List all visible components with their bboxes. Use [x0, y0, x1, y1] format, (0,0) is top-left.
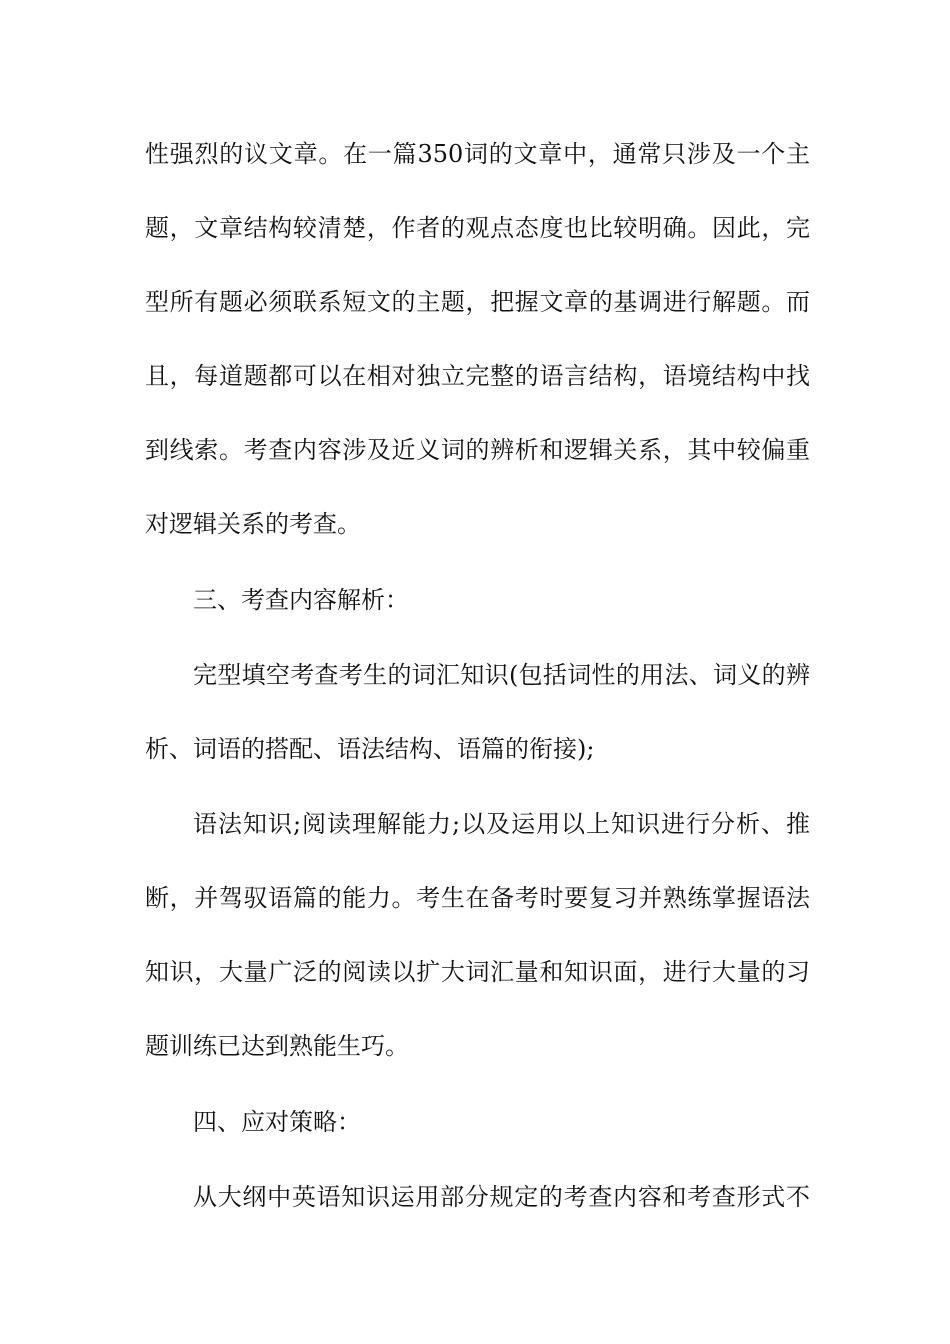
text-line-6: 对逻辑关系的考查。: [145, 510, 361, 538]
text-line-8: 完型填空考查考生的词汇知识(包括词性的用法、词义的辨: [193, 661, 810, 689]
section-heading-4: 四、应对策略：: [193, 1108, 361, 1136]
text-line-9: 析、词语的搭配、语法结构、语篇的衔接);: [145, 735, 595, 763]
text-line-2: 题，文章结构较清楚，作者的观点态度也比较明确。因此，完: [145, 214, 810, 242]
section-heading-3: 三、考查内容解析：: [193, 586, 409, 614]
text-line-10: 语法知识;阅读理解能力;以及运用以上知识进行分析、推: [193, 810, 810, 838]
text-line-13: 题训练已达到熟能生巧。: [145, 1032, 409, 1060]
text-line-15: 从大纲中英语知识运用部分规定的考查内容和考查形式不: [193, 1183, 810, 1211]
text-line-12: 知识，大量广泛的阅读以扩大词汇量和知识面，进行大量的习: [145, 958, 810, 986]
text-line-11: 断，并驾驭语篇的能力。考生在备考时要复习并熟练掌握语法: [145, 884, 810, 912]
text-line-3: 型所有题必须联系短文的主题，把握文章的基调进行解题。而: [145, 288, 810, 316]
text-line-4: 且，每道题都可以在相对独立完整的语言结构，语境结构中找: [145, 362, 810, 390]
text-line-1: 性强烈的议文章。在一篇350词的文章中，通常只涉及一个主: [145, 140, 810, 168]
text-line-5: 到线索。考查内容涉及近义词的辨析和逻辑关系，其中较偏重: [145, 436, 810, 464]
